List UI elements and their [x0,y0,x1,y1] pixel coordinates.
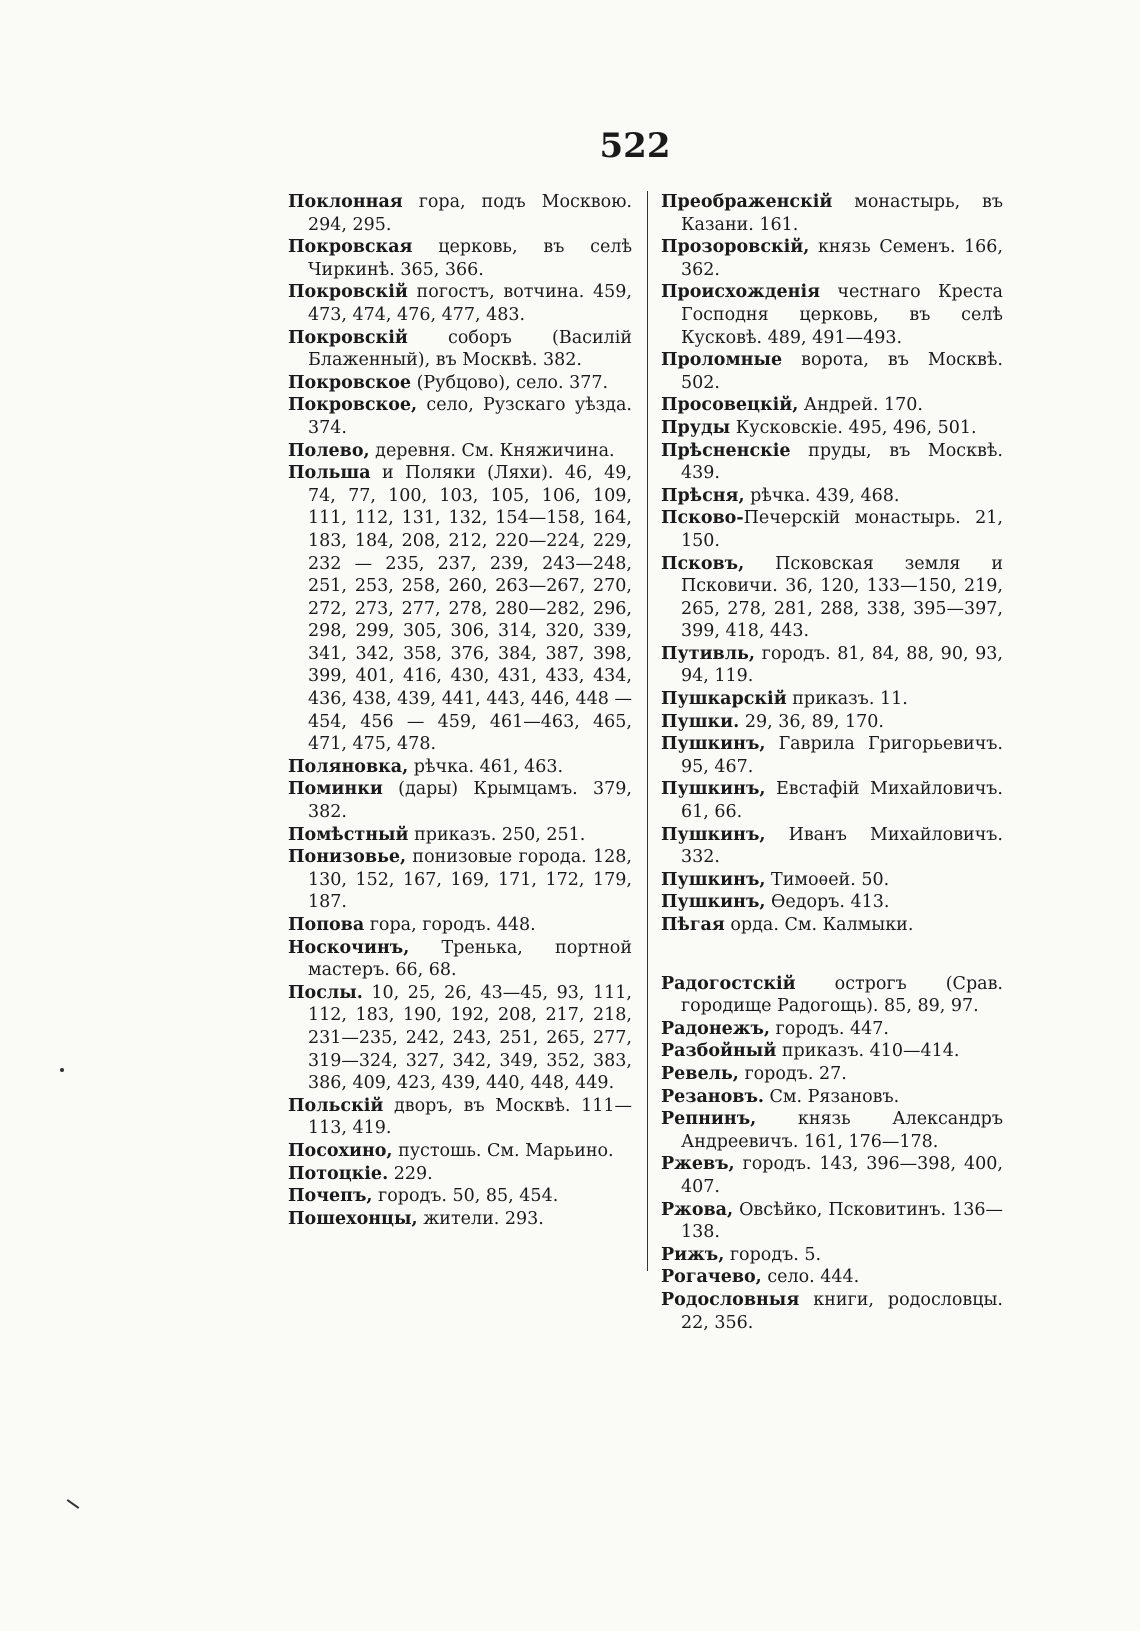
entry-references: острогъ (Срав. городище Радогощь). 85, 89, 97. [681,973,1003,1017]
index-entry [661,191,1003,236]
entry-headword: Поклонная [288,192,403,212]
index-entry [288,394,632,439]
entry-references: Кусковскіе. 495, 496, 501. [730,417,977,438]
index-entry [661,973,1003,1018]
entry-references: Гаврила Григорьевичъ. 95, 467. [681,734,1003,777]
entry-references: городъ. 50, 85, 454. [372,1186,559,1207]
index-entry [661,349,1003,394]
entry-references: и Поляки (Ляхи). 46, 49, 74, 77, 100, 103, 105, 106, 109, 111, 112, 131, 132, 154—158, 164, 183, 184, 208, 212, 220—224, 229, 232 — 235, 237, 239, 243—248, 251, 253, 258, 260, 263—267, 270, 272, 273, 277, 278, 280—282, 296, 298, 299, 305, 306, 314, 320, 339, 341, 342, 358, 376, 384, 387, 398, 399, 401, 416, 430, 431, 433, 434, 436, 438, 439, 441, 443, 446, 448 — 454, 456 — 459, 461—463, 465, 471, 475, 478. [308,463,632,755]
entry-references: Печерскій монастырь. 21, 150. [681,508,1003,551]
entry-references: деревня. См. Княжичина. [369,440,615,461]
index-entry [661,1018,1003,1041]
index-entry [288,372,632,395]
entry-headword: Псково- [661,508,744,529]
index-entry [288,1185,632,1208]
entry-headword: Послы. [288,982,363,1003]
index-entry [661,417,1003,440]
entry-references: городъ. 447. [769,1018,889,1039]
entry-headword: Пушки. [661,711,740,732]
index-entry [661,553,1003,643]
entry-references: князь Александръ Андреевичъ. 161, 176—178. [681,1109,1003,1152]
page-number: 522 [599,126,671,166]
index-entry [288,440,632,463]
entry-headword: Польскій [288,1095,384,1116]
index-entry [661,711,1003,734]
entry-references: Ѳедоръ. 413. [765,892,890,913]
entry-headword: Преображенскій [661,192,833,212]
entry-headword: Ревель, [661,1063,739,1084]
entry-headword: Поминки [288,779,383,800]
entry-references: гора, городъ. 448. [364,915,536,935]
entry-headword: Радонежъ, [661,1018,770,1039]
index-entry [661,1086,1003,1109]
entry-headword: Покровское, [288,395,418,416]
entry-references: приказъ. 11. [786,689,908,710]
entry-headword: Польша [288,463,371,484]
entry-headword: Разбойный [661,1041,777,1062]
entry-headword: Понизовье, [288,847,407,868]
margin-mark [60,1068,64,1072]
entry-headword: Прѣсненскіе [661,440,791,461]
entry-headword: Просовецкій, [661,395,799,416]
entry-headword: Пушкинъ, [661,734,766,755]
index-entry [661,1108,1003,1153]
index-entry [288,462,632,756]
entry-references: См. Рязановъ. [763,1086,900,1107]
entry-references: приказъ. 250, 251. [408,824,586,845]
entry-headword: Ржевъ, [661,1154,735,1175]
index-entry [661,485,1003,508]
entry-headword: Радогостскій [661,973,796,994]
entry-headword: Поляновка, [288,756,409,777]
entry-references: городъ. 143, 396—398, 400, 407. [681,1154,1003,1197]
entry-headword: Пруды [661,417,731,438]
entry-headword: Прѣсня, [661,485,745,506]
index-entry [661,1199,1003,1244]
entry-headword: Покровскій [288,282,408,303]
entry-references: погостъ, вотчина. 459, 473, 474, 476, 477, 483. [308,282,632,325]
index-entry [288,327,632,372]
entry-headword: Потоцкіе. [288,1163,389,1184]
index-entry [661,440,1003,485]
entry-headword: Рижъ, [661,1244,725,1265]
index-entry [288,914,632,937]
entry-headword: Прозоровскій, [661,237,810,258]
index-entry [661,914,1003,937]
index-entry [661,507,1003,552]
index-entry [288,846,632,914]
entry-references: (Рубцово), село. 377. [411,372,609,393]
entry-headword: Происхожденія [661,282,821,303]
entry-headword: Пошехонцы, [288,1208,418,1229]
index-entry [661,891,1003,914]
entry-headword: Путивль, [661,643,756,664]
index-entry [288,191,632,236]
index-entry [661,869,1003,892]
index-entry [661,1244,1003,1267]
index-entry [661,1063,1003,1086]
entry-references: городъ. 27. [738,1063,847,1084]
index-entry [288,937,632,982]
entry-references: пруды, въ Москвѣ. 439. [681,440,1003,484]
entry-references: рѣчка. 439, 468. [744,485,900,506]
index-entry [661,1266,1003,1289]
entry-headword: Родословныя [661,1289,800,1310]
entry-headword: Репнинъ, [661,1109,757,1130]
index-entry [661,1289,1003,1334]
index-entry [661,236,1003,281]
entry-references: Андрей. 170. [798,395,923,416]
index-entry [661,733,1003,778]
entry-headword: Псковъ, [661,553,745,574]
index-entry [288,824,632,847]
index-entry [288,1208,632,1231]
entry-references: ворота, въ Москвѣ. 502. [681,350,1003,393]
entry-references: церковь, въ селѣ Чиркинѣ. 365, 366. [308,237,632,280]
entry-headword: Рогачево, [661,1267,762,1288]
index-entry [661,778,1003,823]
entry-references: честнаго Креста Господня церковь, въ селѣ Кусковѣ. 489, 491—493. [681,282,1003,348]
entry-headword: Попова [288,915,365,935]
index-entry [288,1140,632,1163]
entry-references: орда. См. Калмыки. [724,915,914,935]
index-entry [288,778,632,823]
entry-references: Евстафій Михайловичъ. 61, 66. [681,779,1003,823]
entry-headword: Пушкинъ, [661,779,766,800]
entry-headword: Пушкарскій [661,689,787,710]
entry-references: рѣчка. 461, 463. [408,756,564,777]
entry-references: жители. 293. [417,1208,544,1229]
index-entry [288,281,632,326]
section-gap [661,937,1003,973]
entry-headword: Полево, [288,440,370,461]
entry-references: соборъ (Василій Блаженный), въ Москвѣ. 382. [308,327,632,371]
entry-references: 229. [388,1163,433,1184]
index-entry [288,1163,632,1186]
entry-headword: Пушкинъ, [661,869,766,890]
entry-references: дворъ, въ Москвѣ. 111—113, 419. [308,1095,632,1139]
index-entry [288,236,632,281]
entry-references: (дары) Крымцамъ. 379, 382. [308,779,632,823]
index-entry [661,1040,1003,1063]
entry-references: приказъ. 410—414. [776,1041,960,1062]
entry-headword: Пушкинъ, [661,892,766,913]
column-divider [647,191,648,1271]
entry-references: село, Рузскаго уѣзда. 374. [308,395,632,438]
entry-references: городъ. 81, 84, 88, 90, 93, 94, 119. [681,643,1003,687]
entry-references: 10, 25, 26, 43—45, 93, 111, 112, 183, 190, 192, 208, 217, 218, 231—235, 242, 243, 251, 265, 277, 319—324, 327, 342, 349, 352, 383, 386, 409, 423, 439, 440, 448, 449. [308,982,632,1094]
entry-headword: Пѣгая [661,915,725,935]
entry-references: Тимоѳей. 50. [765,869,890,890]
index-entry [661,824,1003,869]
index-entry [661,281,1003,349]
entry-headword: Ржова, [661,1199,734,1220]
entry-references: князь Семенъ. 166, 362. [681,237,1003,280]
index-entry [288,982,632,1095]
entry-references: гора, подъ Москвою. 294, 295. [308,192,632,235]
margin-mark [67,1499,80,1509]
entry-headword: Покровское [288,372,412,393]
index-entry [288,756,632,779]
index-entry [661,688,1003,711]
entry-references: Псковская земля и Псковичи. 36, 120, 133—150, 219, 265, 278, 281, 288, 338, 395—397, 399, 418, 443. [681,553,1003,642]
entry-headword: Покровская [288,237,413,258]
entry-references: городъ. 5. [724,1244,822,1265]
index-entry [661,1153,1003,1198]
entry-references: село. 444. [761,1267,860,1288]
entry-headword: Помѣстный [288,824,409,845]
index-entry [661,643,1003,688]
entry-references: пустошь. См. Марьино. [392,1140,614,1161]
entry-references: 29, 36, 89, 170. [739,711,884,732]
entry-headword: Пушкинъ, [661,824,766,845]
index-entry [288,1095,632,1140]
entry-headword: Почепъ, [288,1186,373,1207]
entry-headword: Покровскій [288,327,408,348]
entry-headword: Посохино, [288,1140,393,1161]
entry-references: Овсѣйко, Псковитинъ. 136—138. [681,1199,1003,1243]
entry-references: Иванъ Михайловичъ. 332. [681,824,1003,868]
entry-references: монастырь, въ Казани. 161. [681,192,1003,235]
entry-headword: Носкочинъ, [288,937,410,958]
index-column-right [661,191,1003,1334]
index-column-left [288,191,632,1230]
entry-headword: Проломные [661,350,783,371]
index-entry [661,394,1003,417]
entry-references: Тренька, портной мастеръ. 66, 68. [308,937,632,981]
entry-references: книги, родословцы. 22, 356. [681,1289,1003,1333]
entry-headword: Резановъ. [661,1086,764,1107]
entry-references: понизовые города. 128, 130, 152, 167, 169, 171, 172, 179, 187. [308,847,632,913]
